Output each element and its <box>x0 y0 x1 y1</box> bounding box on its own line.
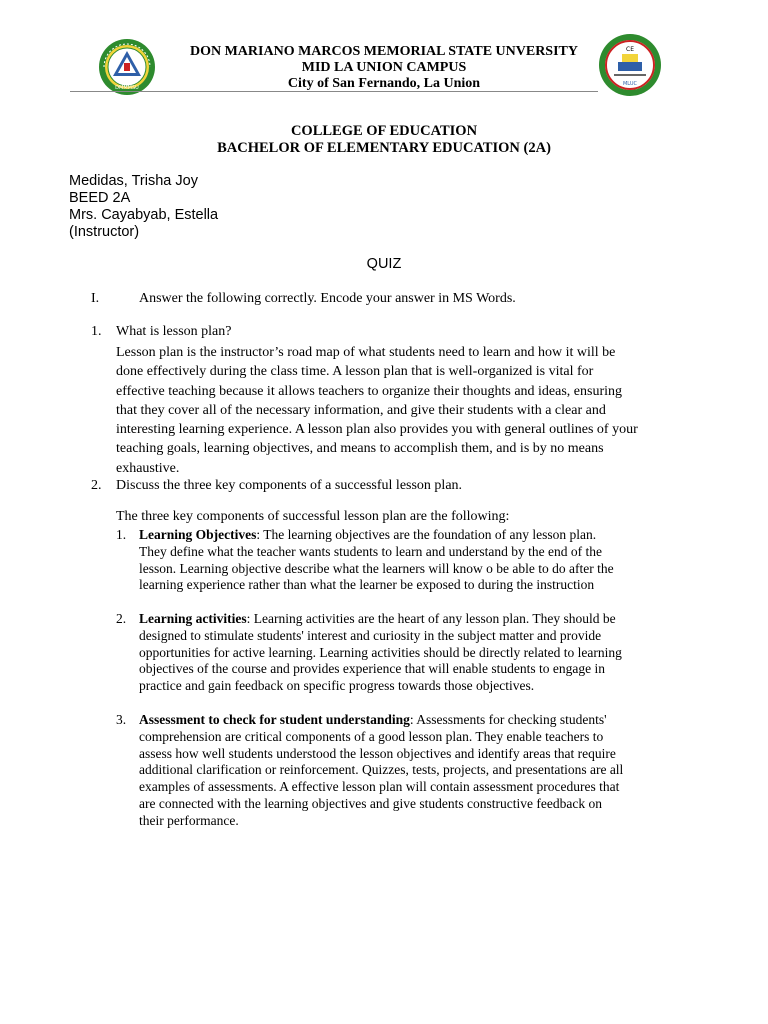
component-line: are connected with the learning objectives and give students constructive feedback on <box>139 795 602 811</box>
component-line: learning experience rather than what the learner be exposed to during the instruction <box>139 577 595 593</box>
quiz-title: QUIZ <box>366 256 402 272</box>
component-number: 1. <box>116 527 127 542</box>
component-line: practice and gain feedback on specific progress towards those objectives. <box>139 678 535 694</box>
section-instruction: Answer the following correctly. Encode your answer in MS Words. <box>139 291 516 306</box>
college-seal-logo <box>592 32 668 98</box>
answer-line: done effectively during the class time. A lesson plan that is well-organized is vital for <box>116 364 594 380</box>
campus-name: MID LA UNION CAMPUS <box>301 60 467 75</box>
seal-left-label: DMMMSU <box>115 85 139 91</box>
component-line: : Learning activities are the heart of any lesson plan. They should be <box>246 611 616 626</box>
component-title: Learning activities <box>139 611 247 626</box>
header-divider <box>70 91 598 92</box>
question-text: Discuss the three key components of a successful lesson plan. <box>116 478 463 493</box>
component-line: : The learning objectives are the foundation of any lesson plan. <box>256 527 597 542</box>
seal-right-label: CE <box>626 46 634 53</box>
component-paragraph <box>139 712 699 830</box>
city-name: City of San Fernando, La Union <box>287 76 481 91</box>
component-line: opportunities for active learning. Learning activities should be directly related to learning <box>139 644 622 660</box>
instructor-name: Mrs. Cayabyab, Estella <box>69 207 219 223</box>
answer-line: interesting learning experience. A lesson plan also provides you with general outlines of your <box>116 422 638 438</box>
component-line: objectives of the course and provides experience that will enable students to engage in <box>139 661 605 677</box>
university-name: DON MARIANO MARCOS MEMORIAL STATE UNVERSITY <box>189 44 578 59</box>
college-name: COLLEGE OF EDUCATION <box>290 123 478 139</box>
component-line: examples of assessments. A effective lesson plan will contain assessment procedures that <box>139 779 620 795</box>
component-line: lesson. Learning objective describe what the learners will know o be able to do after the <box>139 560 614 576</box>
component-line: designed to stimulate students' interest and curiosity in the subject matter and provide <box>139 627 602 643</box>
component-line: assess how well students understood the lesson objectives and identify areas that require <box>139 745 616 761</box>
component-paragraph <box>139 527 699 594</box>
student-name: Medidas, Trisha Joy <box>69 173 198 189</box>
instructor-role: (Instructor) <box>69 224 140 240</box>
answer-line: that they cover all of the necessary information, and give their students with a clear and <box>116 402 606 418</box>
components-intro: The three key components of successful lesson plan are the following: <box>116 509 510 524</box>
component-title: Assessment to check for student understanding <box>139 712 410 727</box>
component-line: additional clarification or reinforcement. Quizzes, tests, projects, and presentations are all <box>139 762 624 778</box>
answer-line: Lesson plan is the instructor’s road map of what students need to learn and how it will be <box>116 345 616 360</box>
answer-line: exhaustive. <box>116 460 180 476</box>
section-numeral: I. <box>91 291 100 306</box>
question-number: 2. <box>91 478 102 493</box>
component-line: their performance. <box>139 812 239 828</box>
answer-line: effective teaching because it allows teachers to organize their thoughts and ideas, ensuring <box>116 383 623 399</box>
component-line: comprehension are critical components of a good lesson plan. They enable teachers to <box>139 728 604 744</box>
seal-right-sublabel: MLUC <box>622 81 638 87</box>
component-paragraph <box>139 611 699 695</box>
component-title: Learning Objectives <box>139 527 257 542</box>
component-number: 3. <box>116 712 127 727</box>
answer-paragraph <box>116 343 701 478</box>
component-line: : Assessments for checking students' <box>409 712 607 727</box>
component-line: They define what the teacher wants students to learn and understand by the end of the <box>139 543 602 559</box>
component-number: 2. <box>116 611 127 626</box>
question-text: What is lesson plan? <box>116 324 232 339</box>
answer-line: teaching goals, learning objectives, and means to accomplish them, and is by no means <box>116 441 604 457</box>
question-number: 1. <box>91 324 102 339</box>
student-section: BEED 2A <box>69 190 131 206</box>
program-name: BACHELOR OF ELEMENTARY EDUCATION (2A) <box>217 140 551 156</box>
